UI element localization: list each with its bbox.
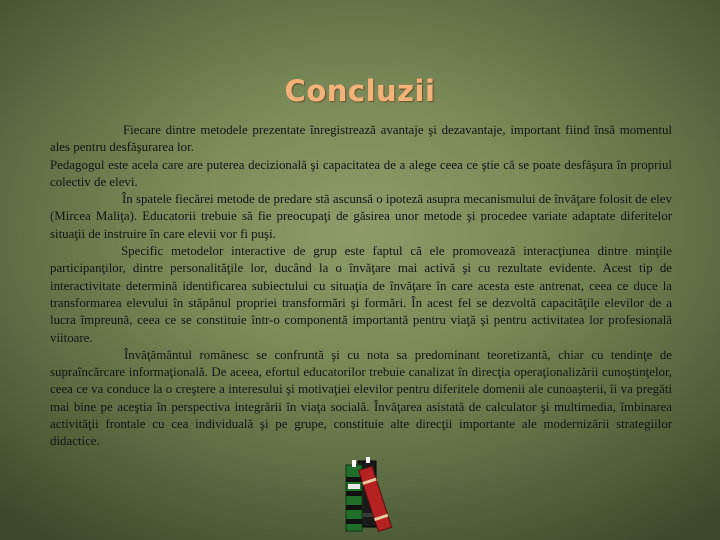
paragraph-pedagogue: Pedagogul este acela care are puterea decizională şi capacitatea de a alege ceea ce ştie că se poate desfăşura în propriul colectiv de elevi. [50, 157, 672, 189]
paragraph-methods: Fiecare dintre metodele prezentate înregistrează avantaje şi dezavantaje, important fiind însă momentul ales pentru desfăşurarea lor. [50, 123, 672, 155]
paragraph-interactive-methods: Specific metodelor interactive de grup este faptul că ele promovează interacţiunea dintre minţile participanţilor, dintre personalităţile lor, ducând la o învăţare mai activă şi cu rezultate evidente. Acest tip de interactivitate determină identificarea subiectului cu situaţia de învăţare în care acesta este antrenat, ceea ce duce la transformarea elevului în stăpânul propriei transformări şi formări. În acest fel se dezvoltă capacităţile elevilor de a lucra împreună, ceea ce se constituie într-o componentă importantă pentru viaţă şi pentru activitatea lor profesională viitoare. [50, 244, 672, 345]
books-icon [336, 455, 406, 535]
paragraph-romanian-education: Învăţământul românesc se confruntă şi cu nota sa predominant teoretizantă, chiar cu tendinţe de supraîncărcare informaţională. De aceea, efortul educatorilor trebuie canalizat în direcţia operaţionalizării cunoştinţelor, ceea ce va conduce la o creştere a interesului şi motivaţiei elevilor pentru diferitele domenii ale cunoaşterii, îi va pregăti mai bine pe aceştia în perspectiva integrării în viaţa socială. Învăţarea asistată de calculator şi multimedia, îmbinarea activităţii frontale cu cea individuală şi pe grupe, constituie alte direcţii importante ale modernizării strategiilor didactice. [50, 347, 672, 449]
slide-title: Concluzii [284, 74, 436, 108]
paragraph-hypothesis: În spatele fiecărei metode de predare stă ascunsă o ipoteză asupra mecanismului de învăţare folosit de elev (Mircea Maliţa). Educatorii trebuie să fie preocupaţi de găsirea unor metode şi procedee variate adaptate diferitelor situaţii de instruire în care elevii vor fi puşi. [50, 192, 672, 241]
conclusion-text [50, 122, 672, 451]
